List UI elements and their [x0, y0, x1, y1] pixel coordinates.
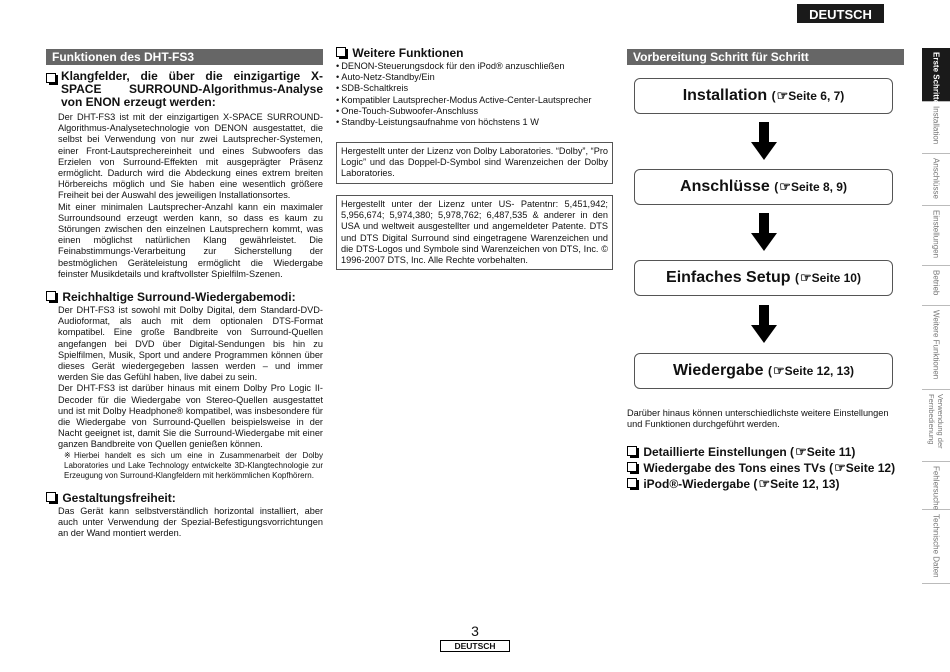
tab-technische-daten[interactable]: Technische Daten	[922, 510, 950, 584]
footer-language: DEUTSCH	[440, 640, 510, 652]
feature-3-body: Das Gerät kann selbstverständlich horizontal installiert, aber auch unter Verwendung der Spezial-Befestigungsvorrichtungen an der Wand montiert werden.	[58, 506, 323, 539]
checkbox-icon	[627, 478, 637, 488]
feature-2-note: ※Hierbei handelt es sich um eine in Zusammenarbeit der Dolby Laboratories und Lake Technology entwickelte 3D-Klangtechnologie zur Erzeugung von Surround-Klangfeldern mit herkömmlichen Kopfhörern.	[64, 450, 323, 481]
checkbox-icon	[46, 73, 56, 83]
link-detailed-settings: Detaillierte Einstellungen (☞Seite 11)	[627, 444, 907, 460]
link-tv-playback: Wiedergabe des Tons eines TVs (☞Seite 12)	[627, 460, 907, 476]
section-title-steps: Vorbereitung Schritt für Schritt	[627, 49, 904, 65]
list-item: • Auto-Netz-Standby/Ein	[336, 72, 613, 83]
down-arrow-icon	[749, 305, 779, 343]
list-item: • Kompatibler Lautsprecher-Modus Active-Center-Lautsprecher	[336, 95, 613, 106]
checkbox-icon	[336, 47, 346, 57]
pointing-hand-icon: ☞	[776, 88, 789, 103]
feature-2	[46, 291, 323, 482]
pointing-hand-icon: ☞	[758, 476, 771, 491]
page-number: 3	[471, 623, 479, 639]
checkbox-icon	[46, 492, 56, 502]
checkbox-icon	[627, 446, 637, 456]
section-title-features: Funktionen des DHT-FS3	[46, 49, 323, 65]
dts-notice: Hergestellt unter der Lizenz unter US- Patentnr: 5,451,942; 5,956,674; 5,974,380; 5,978,762; 6,487,535 & anderer in den USA und weltweit ausgestellter und angemeldeter Patente. DTS und DTS Digital Surround sind eingetragene Warenzeichen und die DTS-Logos und Symbole sind Warenzeichen von DTS, Inc. © 1996-2007 DTS, Inc. Alle Rechte vorbehalten.	[336, 195, 613, 270]
down-arrow-icon	[749, 213, 779, 251]
more-settings-text: Darüber hinaus können unterschiedlichste weitere Einstellungen und Funktionen durchgeführt werden.	[627, 408, 889, 430]
step-setup: Einfaches Setup (☞Seite 10)	[634, 260, 893, 296]
tab-einstellungen[interactable]: Einstellungen	[922, 206, 950, 266]
feature-1-title: Klangfelder, die über die einzigartige X-SPACE SURROUND-Algorithmus-Analyse von ENON erzeugt werden:	[46, 70, 323, 109]
list-item: • SDB-Schaltkreis	[336, 83, 613, 94]
feature-2-title: Reichhaltige Surround-Wiedergabemodi:	[46, 291, 323, 304]
tab-fernbedienung[interactable]: Verwendung der Fernbedienung	[922, 390, 950, 462]
pointing-hand-icon: ☞	[795, 444, 807, 459]
tab-erste-schritte[interactable]: Erste Schritte	[922, 48, 950, 102]
more-features-title: Weitere Funktionen	[336, 47, 613, 60]
feature-2-body-2: Der DHT-FS3 ist darüber hinaus mit einem Dolby Pro Logic II-Decoder für die Wiedergabe von Stereo-Quellen ausgestattet und ist mit Dolby Headphone® kompatibel, was insbesondere für die Wiedergabe von Surround-Quellen beispielsweise in der Nacht geeignet ist, damit Sie die Surround-Wiedergabe mit einer ganzen Bandbreite von Quellen genießen können.	[58, 383, 323, 450]
list-item: • DENON-Steuerungsdock für den iPod® anzuschließen	[336, 61, 613, 72]
settings-links	[627, 444, 907, 492]
checkbox-icon	[46, 291, 56, 301]
pointing-hand-icon: ☞	[779, 179, 791, 194]
dolby-notice: Hergestellt unter der Lizenz von Dolby Laboratories. “Dolby”, “Pro Logic” und das Doppel-D-Symbol sind Warenzeichen der Dolby Laboratories.	[336, 142, 613, 184]
pointing-hand-icon: ☞	[834, 460, 846, 475]
tab-betrieb[interactable]: Betrieb	[922, 266, 950, 306]
step-installation: Installation (☞Seite 6, 7)	[634, 78, 893, 114]
pointing-hand-icon: ☞	[772, 363, 785, 378]
tab-anschluesse[interactable]: Anschlüsse	[922, 154, 950, 206]
more-features	[336, 47, 613, 128]
checkbox-icon	[627, 462, 637, 472]
pointing-hand-icon: ☞	[799, 270, 812, 285]
list-item: • Standby-Leistungsaufnahme von höchstens 1 W	[336, 117, 613, 128]
feature-1	[46, 70, 323, 280]
step-connections: Anschlüsse (☞Seite 8, 9)	[634, 169, 893, 205]
tab-installation[interactable]: Installation	[922, 102, 950, 154]
language-badge: DEUTSCH	[797, 4, 884, 23]
feature-3-title: Gestaltungsfreiheit:	[46, 492, 323, 505]
step-playback: Wiedergabe (☞Seite 12, 13)	[634, 353, 893, 389]
feature-3	[46, 492, 323, 540]
down-arrow-icon	[749, 122, 779, 160]
more-features-list	[336, 61, 613, 128]
feature-1-body: Der DHT-FS3 ist mit der einzigartigen X-SPACE SURROUND-Algorithmus-Analysetechnologie von DENON ausgestattet, die selbst bei Verwendung von nur zwei Lautsprecher-Systemen, einer Front-Lautsprechereinheit und eines Subwoofers das Erzielen von Surround-Effekten mit ausgeprägter Präsenz ermöglicht. Dadurch wird die Abdeckung eines extrem breiten Hörbereichs möglich und Sie haben eine wesentlich größere Freiheit bei der Auswahl des jeweiligen Installationsortes.	[58, 112, 323, 201]
feature-2-body: Der DHT-FS3 ist sowohl mit Dolby Digital, dem Standard-DVD-Audioformat, als auch mit dem optionalen DTS-Format kompatibel. Eine große Bandbreite von Surround-Quellen angefangen bei DVD über Digital-Sendungen bis hin zu Spielfilmen, Musik, Sport und andere Programmen können über dieses Gerät wiedergegeben lassen werden – und immer werden Sie das Gefühl haben, live dabei zu sein.	[58, 305, 323, 383]
link-ipod-playback: iPod®-Wiedergabe (☞Seite 12, 13)	[627, 476, 907, 492]
feature-1-body-2: Mit einer minimalen Lautsprecher-Anzahl kann ein maximaler Surroundsound erzeugt werden kann, so dass es kaum zu Störungen zwischen den einzelnen Lautsprechern kommt, was einen möglichst natürlichen Klang gewährleistet. Die Feinabstimmungs-Verarbeitung zur Sicherstellung der bestmöglichen Geräteleistung ermöglicht die Wiedergabe feinster Musikdetails und kraftvollster Spielfilm-Szenen.	[58, 201, 323, 279]
tab-fehlersuche[interactable]: Fehlersuche	[922, 462, 950, 510]
tab-weitere-funktionen[interactable]: Weitere Funktionen	[922, 306, 950, 390]
list-item: • One-Touch-Subwoofer-Anschluss	[336, 106, 613, 117]
